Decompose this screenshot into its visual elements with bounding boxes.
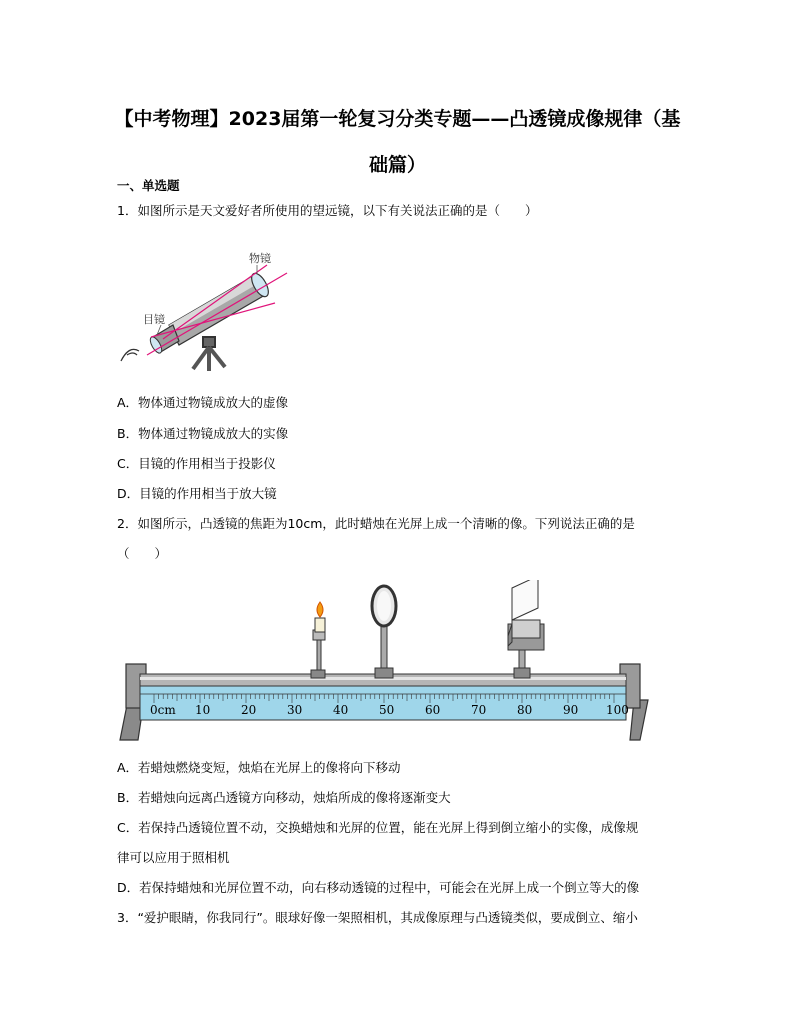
q2-option-d: D．若保持蜡烛和光屏位置不动，向右移动透镜的过程中，可能会在光屏上成一个倒立等大的像 bbox=[117, 880, 640, 895]
ruler-label-40: 40 bbox=[333, 703, 349, 717]
ruler-label-60: 60 bbox=[425, 703, 441, 717]
q1-option-a: A．物体通过物镜成放大的虚像 bbox=[117, 395, 289, 410]
question-2-stem-line2: （ ） bbox=[117, 546, 168, 561]
optical-bench-figure bbox=[118, 580, 660, 748]
q1-option-b: B．物体通过物镜成放大的实像 bbox=[117, 426, 289, 441]
eyepiece-label: 目镜 bbox=[143, 313, 165, 326]
candle-icon bbox=[311, 602, 325, 678]
convex-lens-icon bbox=[372, 586, 396, 678]
telescope-figure bbox=[117, 243, 292, 373]
question-2-stem-line1: 2．如图所示，凸透镜的焦距为10cm，此时蜡烛在光屏上成一个清晰的像。下列说法正确的是 bbox=[117, 516, 635, 531]
ruler-label-10: 10 bbox=[195, 703, 211, 717]
q2-option-c-line1: C．若保持凸透镜位置不动，交换蜡烛和光屏的位置，能在光屏上得到倒立缩小的实像，成像规 bbox=[117, 820, 639, 835]
ruler-label-0: 0cm bbox=[150, 703, 176, 717]
ruler-label-20: 20 bbox=[241, 703, 257, 717]
q1-option-c: C．目镜的作用相当于投影仪 bbox=[117, 456, 276, 471]
ruler-label-30: 30 bbox=[287, 703, 303, 717]
q2-option-b: B．若蜡烛向远离凸透镜方向移动，烛焰所成的像将逐渐变大 bbox=[117, 790, 451, 805]
q1-option-d: D．目镜的作用相当于放大镜 bbox=[117, 486, 277, 501]
section-heading: 一、单选题 bbox=[117, 178, 180, 193]
tripod bbox=[193, 337, 225, 371]
eye-icon bbox=[121, 349, 139, 361]
ruler-label-80: 80 bbox=[517, 703, 533, 717]
ruler-label-90: 90 bbox=[563, 703, 579, 717]
q2-option-a: A．若蜡烛燃烧变短，烛焰在光屏上的像将向下移动 bbox=[117, 760, 401, 775]
light-screen-icon bbox=[508, 580, 544, 678]
ruler-label-100: 100 bbox=[606, 703, 629, 717]
document-title: 【中考物理】2023届第一轮复习分类专题——凸透镜成像规律（基础篇） bbox=[114, 108, 681, 176]
question-1-stem: 1．如图所示是天文爱好者所使用的望远镜，以下有关说法正确的是（ ） bbox=[117, 203, 538, 218]
ruler-label-70: 70 bbox=[471, 703, 487, 717]
ruler-label-50: 50 bbox=[379, 703, 395, 717]
objective-label: 物镜 bbox=[249, 252, 271, 265]
question-3-stem: 3．“爱护眼睛，你我同行”。眼球好像一架照相机，其成像原理与凸透镜类似，要成倒立、缩小 bbox=[117, 910, 638, 925]
q2-option-c-line2: 律可以应用于照相机 bbox=[117, 850, 230, 865]
